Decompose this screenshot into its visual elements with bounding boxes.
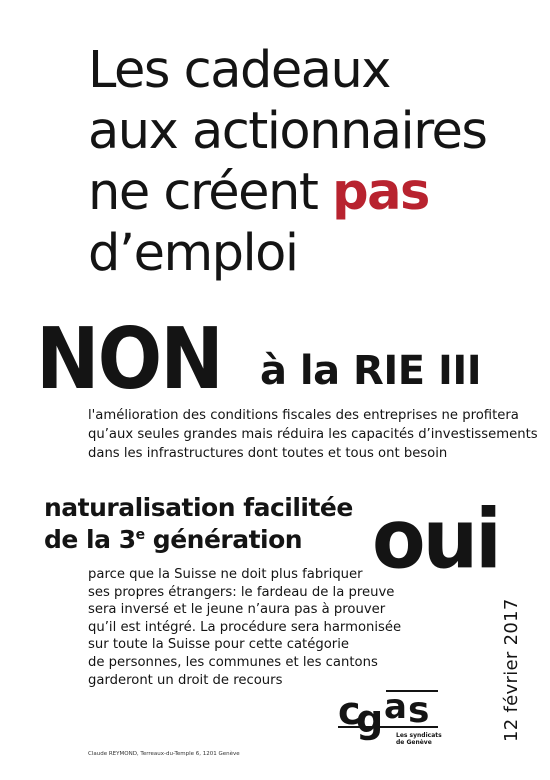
headline-line-2: aux actionnaires xyxy=(88,102,487,161)
non-word: NON xyxy=(36,308,222,409)
headline-line-3-text: ne créent xyxy=(88,163,333,222)
naturalisation-title-part: de la 3 xyxy=(44,525,136,554)
naturalisation-text-line: ses propres étrangers: le fardeau de la preuve xyxy=(88,584,395,600)
rie-text-line: qu’aux seules grandes mais réduira les capacités d’investissements xyxy=(88,427,538,442)
rie-text-line: l'amélioration des conditions fiscales des entreprises ne profitera xyxy=(88,408,519,423)
ordinal-superscript: e xyxy=(135,527,145,543)
naturalisation-text-line: sera inversé et le jeune n’aura pas à prouver xyxy=(88,602,386,618)
naturalisation-text-line: de personnes, les communes et les cantons xyxy=(88,654,378,670)
headline-line-3 xyxy=(88,162,528,223)
rie-subtitle: à la RIE III xyxy=(260,348,482,394)
svg-text:s: s xyxy=(408,690,428,731)
vote-date: 12 février 2017 xyxy=(501,598,522,742)
publisher-imprint: Claude REYMOND, Terreaux-du-Temple 6, 1201 Genève xyxy=(88,751,240,757)
naturalisation-title xyxy=(44,492,353,556)
rie-text-line: dans les infrastructures dont toutes et tous ont besoin xyxy=(88,446,448,461)
naturalisation-text-line: qu’il est intégré. La procédure sera harmonisée xyxy=(88,619,402,635)
naturalisation-explanation xyxy=(88,566,428,689)
rie-heading xyxy=(36,308,536,409)
rie-explanation xyxy=(88,406,538,463)
headline-line-1: Les cadeaux xyxy=(88,41,390,100)
svg-text:g: g xyxy=(356,697,382,741)
cgas-tagline-line: de Genève xyxy=(396,739,432,746)
cgas-tagline xyxy=(396,732,446,746)
headline-line-4: d’emploi xyxy=(88,224,298,283)
svg-text:a: a xyxy=(384,687,405,727)
naturalisation-title-line-1: naturalisation facilitée xyxy=(44,493,353,522)
cgas-logo-mark xyxy=(338,682,440,762)
oui-word: oui xyxy=(372,492,499,588)
headline xyxy=(88,40,528,284)
cgas-logo xyxy=(338,682,440,762)
headline-accent-word: pas xyxy=(332,163,429,222)
naturalisation-text-line: sur toute la Suisse pour cette catégorie xyxy=(88,637,349,653)
naturalisation-text-line: garderont un droit de recours xyxy=(88,672,283,688)
naturalisation-title-line-2 xyxy=(44,524,353,556)
naturalisation-title-part: génération xyxy=(144,525,303,554)
naturalisation-text-line: parce que la Suisse ne doit plus fabriquer xyxy=(88,567,363,582)
cgas-tagline-line: Les syndicats xyxy=(396,732,442,739)
svg-text:c: c xyxy=(338,689,359,733)
